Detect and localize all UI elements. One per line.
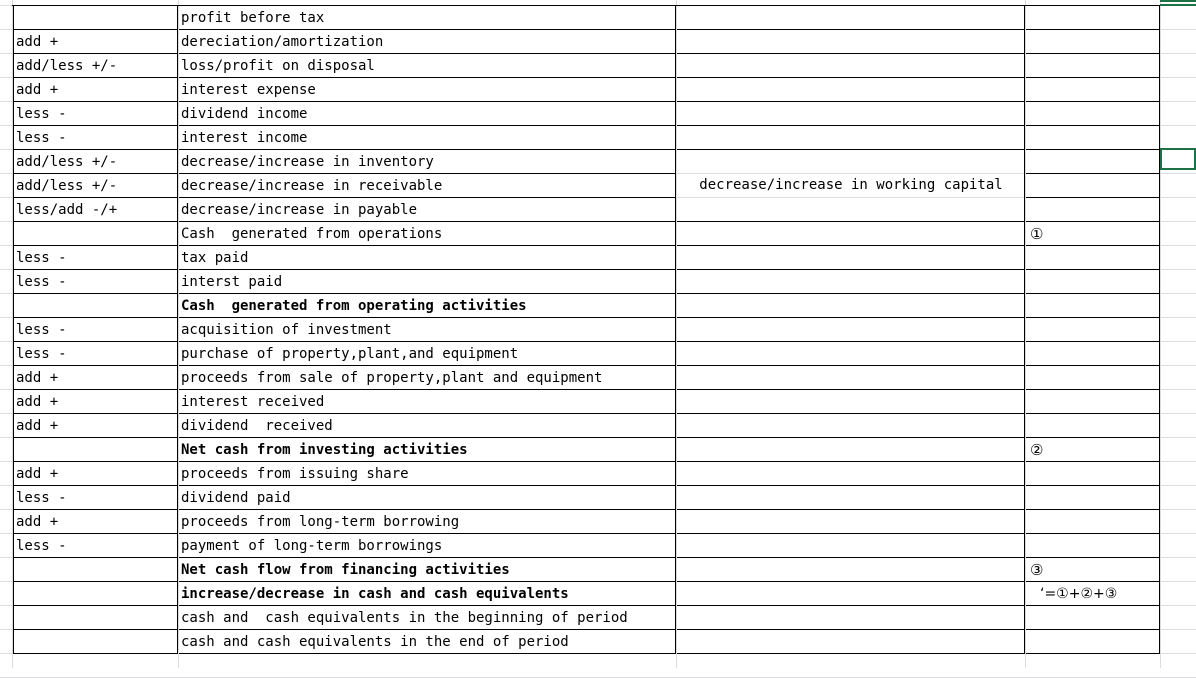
note-cell[interactable] bbox=[677, 390, 1025, 414]
table-row bbox=[0, 438, 1196, 462]
item-cell[interactable]: cash and cash equivalents in the beginning of period bbox=[179, 606, 676, 630]
item-cell[interactable]: payment of long-term borrowings bbox=[179, 534, 676, 558]
marker-cell[interactable] bbox=[1026, 174, 1160, 198]
sign-cell[interactable] bbox=[13, 438, 178, 462]
note-cell[interactable] bbox=[677, 246, 1025, 270]
note-cell[interactable] bbox=[677, 366, 1025, 390]
marker-cell[interactable] bbox=[1026, 150, 1160, 174]
sign-cell[interactable] bbox=[13, 582, 178, 606]
table-row bbox=[0, 534, 1196, 558]
marker-cell[interactable] bbox=[1026, 606, 1160, 630]
sign-cell[interactable]: less - bbox=[13, 246, 178, 270]
note-cell[interactable] bbox=[677, 126, 1025, 150]
sign-cell[interactable] bbox=[13, 294, 178, 318]
marker-cell[interactable] bbox=[1026, 342, 1160, 366]
note-cell[interactable] bbox=[677, 6, 1025, 30]
table-row bbox=[0, 318, 1196, 342]
marker-cell[interactable]: ③ bbox=[1026, 558, 1160, 582]
note-cell[interactable] bbox=[677, 630, 1025, 654]
note-cell[interactable] bbox=[677, 222, 1025, 246]
note-cell[interactable] bbox=[677, 606, 1025, 630]
table-row bbox=[0, 126, 1196, 150]
item-cell[interactable]: Net cash from investing activities bbox=[179, 438, 676, 462]
marker-cell[interactable] bbox=[1026, 534, 1160, 558]
note-cell[interactable] bbox=[677, 102, 1025, 126]
marker-cell[interactable] bbox=[1026, 366, 1160, 390]
sign-cell[interactable]: add + bbox=[13, 510, 178, 534]
note-cell[interactable] bbox=[677, 438, 1025, 462]
item-cell[interactable]: loss/profit on disposal bbox=[179, 54, 676, 78]
marker-cell[interactable] bbox=[1026, 318, 1160, 342]
note-cell[interactable] bbox=[677, 30, 1025, 54]
sign-cell[interactable] bbox=[13, 606, 178, 630]
note-cell[interactable] bbox=[677, 510, 1025, 534]
table-row bbox=[0, 150, 1196, 174]
marker-cell[interactable] bbox=[1026, 198, 1160, 222]
sign-cell[interactable] bbox=[13, 630, 178, 654]
table-row bbox=[0, 414, 1196, 438]
marker-cell[interactable]: ② bbox=[1026, 438, 1160, 462]
note-cell[interactable] bbox=[677, 486, 1025, 510]
table-row bbox=[0, 366, 1196, 390]
item-cell[interactable]: acquisition of investment bbox=[179, 318, 676, 342]
note-cell[interactable] bbox=[677, 198, 1025, 222]
note-cell[interactable] bbox=[677, 534, 1025, 558]
sign-cell[interactable]: add + bbox=[13, 366, 178, 390]
note-cell[interactable] bbox=[677, 558, 1025, 582]
marker-cell[interactable] bbox=[1026, 462, 1160, 486]
table-row bbox=[0, 6, 1196, 30]
sign-cell[interactable] bbox=[13, 6, 178, 30]
item-cell[interactable]: Cash generated from operating activities bbox=[179, 294, 676, 318]
item-cell[interactable]: dividend received bbox=[179, 414, 676, 438]
sign-cell[interactable]: less/add -/+ bbox=[13, 198, 178, 222]
marker-cell[interactable] bbox=[1026, 294, 1160, 318]
sign-cell[interactable]: add + bbox=[13, 414, 178, 438]
sign-cell[interactable]: add + bbox=[13, 390, 178, 414]
marker-cell[interactable] bbox=[1026, 414, 1160, 438]
note-cell[interactable] bbox=[677, 414, 1025, 438]
item-cell[interactable]: dividend paid bbox=[179, 486, 676, 510]
item-cell[interactable]: cash and cash equivalents in the end of period bbox=[179, 630, 676, 654]
marker-cell[interactable]: ‘=①+②+③ bbox=[1026, 582, 1160, 606]
item-cell[interactable]: decrease/increase in payable bbox=[179, 198, 676, 222]
table-row bbox=[0, 294, 1196, 318]
item-cell[interactable]: increase/decrease in cash and cash equivalents bbox=[179, 582, 676, 606]
marker-cell[interactable]: ① bbox=[1026, 222, 1160, 246]
selected-cell[interactable] bbox=[1160, 148, 1196, 170]
item-cell[interactable]: decrease/increase in receivable bbox=[179, 174, 676, 198]
table-row bbox=[0, 390, 1196, 414]
marker-cell[interactable] bbox=[1026, 486, 1160, 510]
marker-cell[interactable] bbox=[1026, 102, 1160, 126]
selected-cell-edge[interactable] bbox=[1160, 0, 1196, 6]
note-cell[interactable] bbox=[677, 582, 1025, 606]
item-cell[interactable]: interest received bbox=[179, 390, 676, 414]
note-cell[interactable] bbox=[677, 54, 1025, 78]
table-row bbox=[0, 222, 1196, 246]
sign-cell[interactable]: add/less +/- bbox=[13, 174, 178, 198]
sign-cell[interactable] bbox=[13, 222, 178, 246]
note-cell[interactable] bbox=[677, 318, 1025, 342]
table-row bbox=[0, 78, 1196, 102]
sign-cell[interactable]: less - bbox=[13, 318, 178, 342]
item-cell[interactable]: profit before tax bbox=[179, 6, 676, 30]
item-cell[interactable]: Net cash flow from financing activities bbox=[179, 558, 676, 582]
note-cell[interactable] bbox=[677, 78, 1025, 102]
sign-cell[interactable]: add + bbox=[13, 30, 178, 54]
marker-cell[interactable] bbox=[1026, 630, 1160, 654]
marker-cell[interactable] bbox=[1026, 6, 1160, 30]
table-row bbox=[0, 582, 1196, 606]
sign-cell[interactable]: less - bbox=[13, 342, 178, 366]
sign-cell[interactable] bbox=[13, 558, 178, 582]
item-cell[interactable]: Cash generated from operations bbox=[179, 222, 676, 246]
table-row bbox=[0, 246, 1196, 270]
sign-cell[interactable]: less - bbox=[13, 486, 178, 510]
sign-cell[interactable]: add + bbox=[13, 78, 178, 102]
marker-cell[interactable] bbox=[1026, 510, 1160, 534]
note-cell[interactable] bbox=[677, 342, 1025, 366]
marker-cell[interactable] bbox=[1026, 246, 1160, 270]
item-cell[interactable]: purchase of property,plant,and equipment bbox=[179, 342, 676, 366]
table-row bbox=[0, 510, 1196, 534]
item-cell[interactable]: interest expense bbox=[179, 78, 676, 102]
marker-cell[interactable] bbox=[1026, 270, 1160, 294]
table-row bbox=[0, 486, 1196, 510]
table-row bbox=[0, 630, 1196, 654]
note-cell[interactable] bbox=[677, 462, 1025, 486]
item-cell[interactable]: decrease/increase in inventory bbox=[179, 150, 676, 174]
sign-cell[interactable]: add + bbox=[13, 462, 178, 486]
note-cell[interactable] bbox=[677, 150, 1025, 174]
table-row bbox=[0, 270, 1196, 294]
working-capital-label[interactable]: decrease/increase in working capital bbox=[699, 177, 1003, 193]
marker-cell[interactable] bbox=[1026, 390, 1160, 414]
sign-cell[interactable]: less - bbox=[13, 270, 178, 294]
item-cell[interactable]: interst paid bbox=[179, 270, 676, 294]
item-cell[interactable]: dereciation/amortization bbox=[179, 30, 676, 54]
table-row bbox=[0, 54, 1196, 78]
marker-cell[interactable] bbox=[1026, 78, 1160, 102]
table-row bbox=[0, 558, 1196, 582]
sign-cell[interactable]: add/less +/- bbox=[13, 150, 178, 174]
table-row bbox=[0, 342, 1196, 366]
note-cell[interactable] bbox=[677, 294, 1025, 318]
table-row bbox=[0, 198, 1196, 222]
sign-cell[interactable]: less - bbox=[13, 534, 178, 558]
marker-cell[interactable] bbox=[1026, 54, 1160, 78]
item-cell[interactable]: tax paid bbox=[179, 246, 676, 270]
table-row bbox=[0, 606, 1196, 630]
item-cell[interactable]: dividend income bbox=[179, 102, 676, 126]
item-cell[interactable]: interest income bbox=[179, 126, 676, 150]
table-row bbox=[0, 102, 1196, 126]
sign-cell[interactable]: add/less +/- bbox=[13, 54, 178, 78]
table-row bbox=[0, 30, 1196, 54]
marker-cell[interactable] bbox=[1026, 30, 1160, 54]
sign-cell[interactable]: less - bbox=[13, 126, 178, 150]
item-cell[interactable]: proceeds from sale of property,plant and equipment bbox=[179, 366, 676, 390]
item-cell[interactable]: proceeds from long-term borrowing bbox=[179, 510, 676, 534]
item-cell[interactable]: proceeds from issuing share bbox=[179, 462, 676, 486]
note-cell[interactable] bbox=[677, 270, 1025, 294]
marker-cell[interactable] bbox=[1026, 126, 1160, 150]
table-row bbox=[0, 462, 1196, 486]
sign-cell[interactable]: less - bbox=[13, 102, 178, 126]
